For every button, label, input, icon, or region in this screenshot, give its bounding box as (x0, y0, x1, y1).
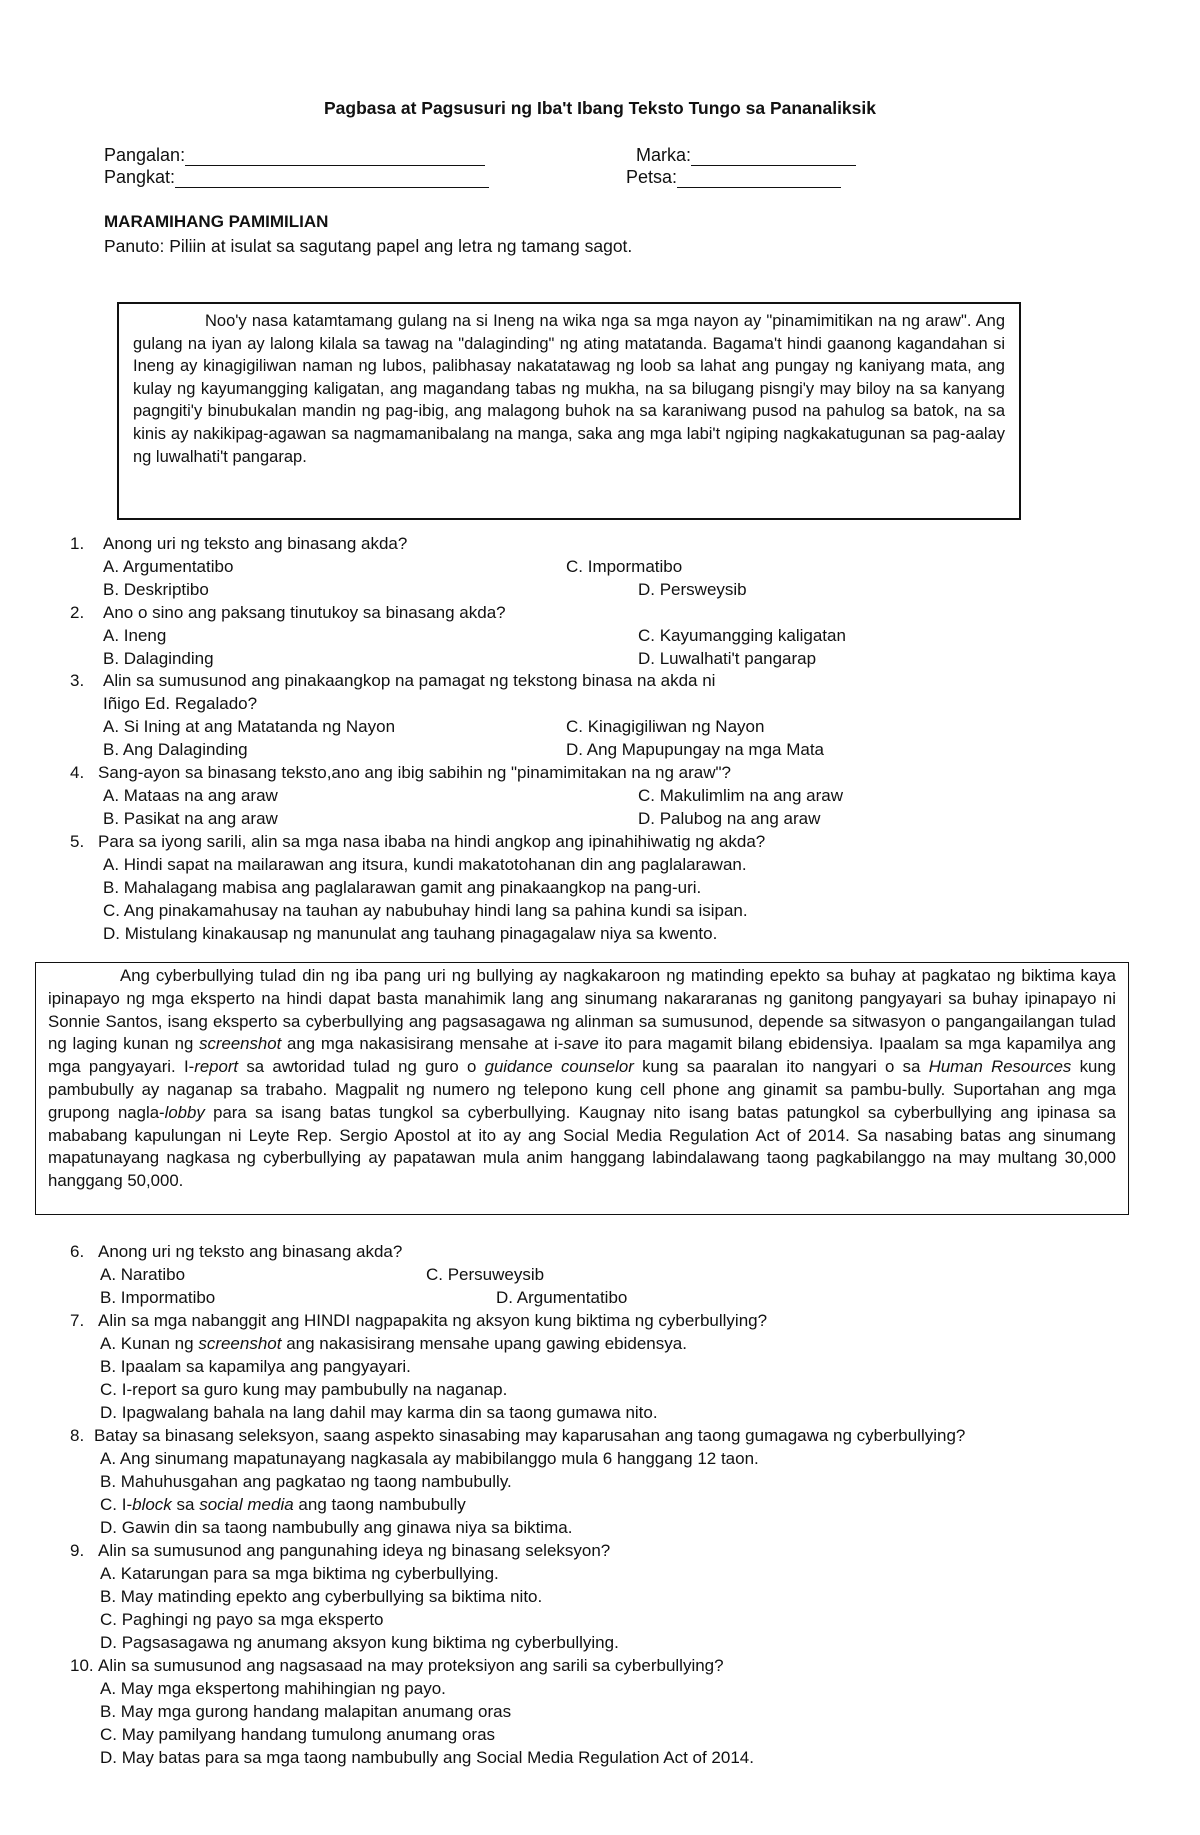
question-3-cont: Iñigo Ed. Regalado? (103, 694, 258, 713)
choice-4c[interactable]: C. Makulimlim na ang araw (638, 786, 844, 805)
date-field (626, 166, 841, 188)
choice-10c[interactable]: C. May pamilyang handang tumulong anumang oras (100, 1725, 496, 1744)
name-field (104, 144, 485, 166)
question-4 (70, 762, 731, 784)
choice-8c[interactable]: C. I-block sa social media ang taong nambubully (100, 1495, 466, 1514)
question-2 (70, 602, 506, 624)
question-text: Sang-ayon sa binasang teksto,ano ang ibig sabihin ng "pinamimitakan na ng araw"? (98, 763, 731, 782)
name-label: Pangalan: (104, 145, 186, 165)
choice-8d[interactable]: D. Gawin din sa taong nambubully ang ginawa niya sa biktima. (100, 1518, 573, 1537)
choice-3b[interactable]: B. Ang Dalaginding (103, 740, 248, 759)
question-number: 7. (70, 1311, 85, 1330)
page-title: Pagbasa at Pagsusuri ng Iba't Ibang Teksto Tungo sa Pananaliksik (324, 98, 876, 118)
choice-5b[interactable]: B. Mahalagang mabisa ang paglalarawan gamit ang pinakaangkop na pang-uri. (103, 878, 702, 897)
choice-4a[interactable]: A. Mataas na ang araw (103, 786, 278, 805)
choice-1c[interactable]: C. Impormatibo (566, 557, 683, 576)
section-label: Pangkat: (104, 167, 176, 187)
choice-9b[interactable]: B. May matinding epekto ang cyberbullying sa biktima nito. (100, 1587, 543, 1606)
choice-3a[interactable]: A. Si Ining at ang Matatanda ng Nayon (103, 717, 396, 736)
score-blank[interactable] (691, 147, 856, 166)
choice-5a[interactable]: A. Hindi sapat na mailarawan ang itsura, kundi makatotohanan din ang paglalarawan. (103, 855, 747, 874)
choice-4d[interactable]: D. Palubog na ang araw (638, 809, 821, 828)
question-text: Batay sa binasang seleksyon, saang aspekto sinasabing may kaparusahan ang taong gumagawa ng cyberbullying? (94, 1426, 966, 1445)
choice-2a[interactable]: A. Ineng (103, 626, 167, 645)
score-field (636, 144, 856, 166)
choice-6c[interactable]: C. Persuweysib (426, 1265, 545, 1284)
question-text: Alin sa sumusunod ang nagsasaad na may proteksiyon ang sarili sa cyberbullying? (98, 1656, 724, 1675)
choice-10a[interactable]: A. May mga ekspertong mahihingian ng payo. (100, 1679, 446, 1698)
question-3 (70, 670, 715, 692)
score-label: Marka: (636, 145, 692, 165)
question-9 (70, 1540, 610, 1562)
choice-6b[interactable]: B. Impormatibo (100, 1288, 216, 1307)
question-text: Anong uri ng teksto ang binasang akda? (98, 1242, 403, 1261)
section-blank[interactable] (175, 169, 489, 188)
question-number: 5. (70, 832, 85, 851)
section-heading: MARAMIHANG PAMIMILIAN (104, 212, 329, 231)
question-number: 8. (70, 1426, 85, 1445)
date-blank[interactable] (677, 169, 841, 188)
choice-1a[interactable]: A. Argumentatibo (103, 557, 234, 576)
passage-box-1 (117, 302, 1021, 520)
name-blank[interactable] (185, 147, 485, 166)
question-text: Alin sa sumusunod ang pinakaangkop na pamagat ng tekstong binasa na akda ni (103, 671, 716, 690)
choice-4b[interactable]: B. Pasikat na ang araw (103, 809, 278, 828)
passage-1-text: Noo'y nasa katamtamang gulang na si Ineng na wika nga sa mga nayon ay "pinamimitikan na ng araw". Ang gulang na iyan ay lalong kilala sa tawag na "dalaginding" ng ating matatanda. Bagama't hindi gaanong kagandahan si Ineng ay kinagigiliwan naman ng lubos, palibhasay nakatatawag ng loob sa lahat ang pungay ng kaniyang mata, ang kulay ng kayumangging kaligatan, ang magandang tabas ng mukha, na sa bilugang pisngi'y may biloy na sa kanyang pagngiti'y binubukalan mandin ng pag-ibig, ang malagong buhok na sa karaniwang pusod na pahulog sa batok, na sa kinis ay nakikipag-agawan sa nagmamanibalang na manga, saka ang mga labi't ngiping nagkakatugunan sa pag-aalay ng luwalhati't pangarap. (133, 312, 1005, 466)
choice-2c[interactable]: C. Kayumangging kaligatan (638, 626, 846, 645)
choice-9d[interactable]: D. Pagsasagawa ng anumang aksyon kung biktima ng cyberbullying. (100, 1633, 619, 1652)
instruction: Panuto: Piliin at isulat sa sagutang papel ang letra ng tamang sagot. (104, 236, 633, 256)
section-field (104, 166, 489, 188)
choice-7c[interactable]: C. I-report sa guro kung may pambubully na naganap. (100, 1380, 508, 1399)
choice-7b[interactable]: B. Ipaalam sa kapamilya ang pangyayari. (100, 1357, 411, 1376)
choice-8a[interactable]: A. Ang sinumang mapatunayang nagkasala ay mabibilanggo mula 6 hanggang 12 taon. (100, 1449, 759, 1468)
choice-6d[interactable]: D. Argumentatibo (496, 1288, 628, 1307)
choice-10d[interactable]: D. May batas para sa mga taong nambubully ang Social Media Regulation Act of 2014. (100, 1748, 754, 1767)
question-number: 2. (70, 603, 85, 622)
choice-3c[interactable]: C. Kinagigiliwan ng Nayon (566, 717, 765, 736)
choice-7d[interactable]: D. Ipagwalang bahala na lang dahil may karma din sa taong gumawa nito. (100, 1403, 658, 1422)
choice-1d[interactable]: D. Persweysib (638, 580, 747, 599)
choice-8b[interactable]: B. Mahuhusgahan ang pagkatao ng taong nambubully. (100, 1472, 512, 1491)
question-text: Alin sa mga nabanggit ang HINDI nagpapakita ng aksyon kung biktima ng cyberbullying? (98, 1311, 768, 1330)
question-number: 6. (70, 1242, 85, 1261)
question-number: 10. (70, 1656, 94, 1675)
choice-1b[interactable]: B. Deskriptibo (103, 580, 209, 599)
passage-2-text: Ang cyberbullying tulad din ng iba pang uri ng bullying ay nagkakaroon ng matinding epekto sa buhay at pagkatao ng biktima kaya ipinapayo ng mga eksperto na hindi dapat basta manahimik lang ang sinumang nakararanas ng ganitong pangyayari sa buhay ipinapayo ni Sonnie Santos, isang eksperto sa cyberbullying ang pagsasagawa ng alinman sa sumusunod, depende sa sitwasyon o pangangailangan tulad ng laging kunan ng screenshot ang mga nakasisirang mensahe at i-save ito para magamit bilang ebidensiya. Ipaalam sa mga kapamilya ang mga pangyayari. I-report sa awtoridad tulad ng guro o guidance counselor kung sa paaralan ito nangyari o sa Human Resources kung pambubully ay naganap sa trabaho. Magpalit ng numero ng telepono kung cell phone ang ginamit sa pambu-bully. Suportahan ang mga grupong nagla-lobby para sa isang batas tungkol sa cyberbullying. Kaugnay nito isang batas patungkol sa cyberbullying ang ipinasa sa mababang kapulungan ni Leyte Rep. Sergio Apostol at ito ay ang Social Media Regulation Act of 2014. Sa nasabing batas ang sinumang mapatunayang nagkasa ng cyberbullying ay papatawan mula anim hanggang labindalawang taong pagkabilanggo na may multang 30,000 hanggang 50,000. (48, 966, 1116, 1191)
choice-5d[interactable]: D. Mistulang kinakausap ng manunulat ang tauhang pinagagalaw niya sa kwento. (103, 924, 718, 943)
passage-box-2 (35, 962, 1129, 1215)
question-number: 3. (70, 671, 85, 690)
choice-2d[interactable]: D. Luwalhati't pangarap (638, 649, 817, 668)
question-10 (70, 1655, 724, 1677)
question-text: Anong uri ng teksto ang binasang akda? (103, 534, 408, 553)
choice-7a[interactable]: A. Kunan ng screenshot ang nakasisirang mensahe upang gawing ebidensya. (100, 1334, 687, 1353)
question-text: Alin sa sumusunod ang pangunahing ideya ng binasang seleksyon? (98, 1541, 611, 1560)
choice-2b[interactable]: B. Dalaginding (103, 649, 214, 668)
question-1 (70, 533, 407, 555)
question-7 (70, 1310, 767, 1332)
choice-6a[interactable]: A. Naratibo (100, 1265, 186, 1284)
question-number: 1. (70, 534, 85, 553)
choice-5c[interactable]: C. Ang pinakamahusay na tauhan ay nabubuhay hindi lang sa pahina kundi sa isipan. (103, 901, 748, 920)
question-text: Para sa iyong sarili, alin sa mga nasa ibaba na hindi angkop ang ipinahihiwatig ng akda? (98, 832, 766, 851)
question-text: Ano o sino ang paksang tinutukoy sa binasang akda? (103, 603, 506, 622)
choice-9c[interactable]: C. Paghingi ng payo sa mga eksperto (100, 1610, 384, 1629)
question-8 (70, 1425, 965, 1447)
date-label: Petsa: (626, 167, 678, 187)
question-6 (70, 1241, 402, 1263)
choice-3d[interactable]: D. Ang Mapupungay na mga Mata (566, 740, 824, 759)
choice-10b[interactable]: B. May mga gurong handang malapitan anumang oras (100, 1702, 512, 1721)
choice-9a[interactable]: A. Katarungan para sa mga biktima ng cyberbullying. (100, 1564, 499, 1583)
question-number: 9. (70, 1541, 85, 1560)
question-number: 4. (70, 763, 85, 782)
question-5 (70, 831, 765, 853)
